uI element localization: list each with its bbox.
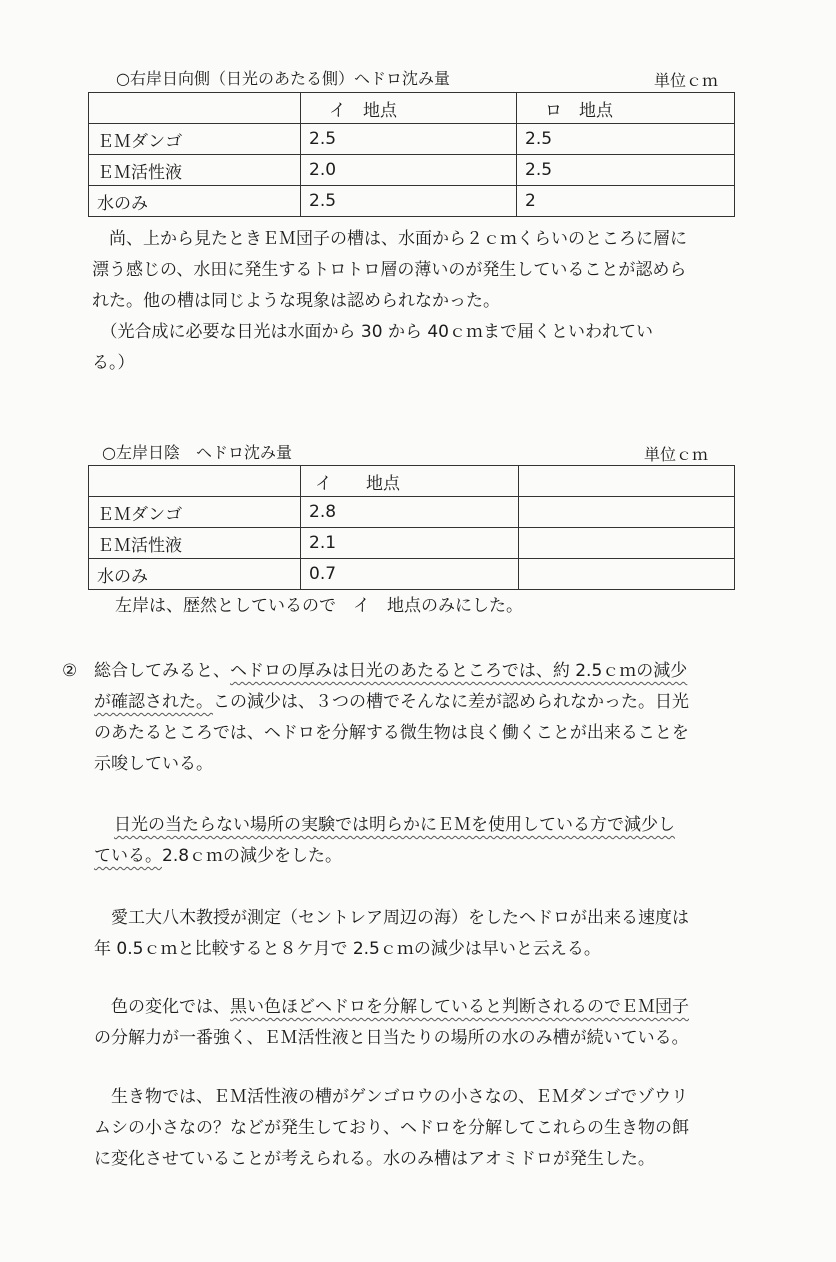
row-label: 水のみ	[89, 186, 301, 217]
row-label: ＥＭ活性液	[89, 155, 301, 186]
section-p5	[94, 1082, 689, 1175]
text-line: （光合成に必要な日光は水面から 30 から 40ｃｍまで届くといわれてい	[92, 322, 653, 342]
text-line: 尚、上から見たときＥＭ団子の槽は、水面から２ｃｍくらいのところに層に	[92, 229, 687, 249]
table-header-cell: イ 地点	[301, 466, 519, 497]
text-line: 愛工大八木教授が測定（セントレア周辺の海）をしたヘドロが出来る速度は	[94, 908, 689, 928]
table1	[88, 92, 735, 217]
table-row	[89, 124, 735, 155]
row-label: ＥＭダンゴ	[89, 497, 301, 528]
note2: 左岸は、歴然としているので イ 地点のみにした。	[98, 596, 523, 616]
section-p4	[94, 992, 689, 1054]
table-cell	[519, 497, 735, 528]
table-header-row	[89, 466, 735, 497]
text-line: れた。他の槽は同じような現象は認められなかった。	[92, 291, 500, 311]
table2-unit: 単位ｃｍ	[644, 445, 709, 464]
text-line: る。）	[92, 353, 135, 373]
text-line: に変化させていることが考えられる。水のみ槽はアオミドロが発生した。	[94, 1149, 655, 1169]
row-label: ＥＭダンゴ	[89, 124, 301, 155]
section-p3	[94, 903, 689, 965]
text-line: 漂う感じの、水田に発生するトロトロ層の薄いのが発生していることが認めら	[92, 260, 687, 280]
text-span: 色の変化では、	[94, 997, 230, 1017]
section-p1	[94, 656, 689, 780]
table-cell: 2.1	[301, 528, 519, 559]
text-line	[94, 992, 689, 1023]
underlined-text: 日光の当たらない場所の実験では明らかにＥＭを使用している方で減少し	[114, 815, 675, 835]
underlined-text: 黒い色ほどヘドロを分解していると判断されるのでＥＭ団子	[230, 997, 689, 1017]
table2-title: ○左岸日陰 ヘドロ沈み量	[102, 443, 292, 462]
table-cell: 2	[517, 186, 735, 217]
table2	[88, 465, 735, 590]
text-line: のあたるところでは、ヘドロを分解する微生物は良く働くことが出来ることを	[94, 723, 689, 743]
table-cell	[519, 559, 735, 590]
table-row	[89, 559, 735, 590]
section-number: ②	[62, 661, 78, 681]
underlined-text: ヘドロの厚みは日光のあたるところでは、約 2.5ｃｍの減少	[230, 661, 688, 681]
table-cell: 0.7	[301, 559, 519, 590]
text-line: 生き物では、ＥＭ活性液の槽がゲンゴロウの小さなの、ＥＭダンゴでゾウリ	[94, 1087, 689, 1107]
table-header-cell: ロ 地点	[517, 93, 735, 124]
text-line	[94, 841, 675, 872]
table-row	[89, 155, 735, 186]
table-cell: 2.0	[301, 155, 517, 186]
text-line	[94, 810, 675, 841]
row-label: 水のみ	[89, 559, 301, 590]
table-cell: 2.5	[301, 124, 517, 155]
underlined-text: が確認された。	[94, 692, 213, 712]
underlined-text: ている。	[94, 846, 162, 866]
text-span: この減少は、３つの槽でそんなに差が認められなかった。日光	[213, 692, 689, 712]
table-header-cell	[89, 466, 301, 497]
text-line: 示唆している。	[94, 754, 213, 774]
note1	[92, 224, 687, 379]
table-cell	[519, 528, 735, 559]
table-header-cell	[89, 93, 301, 124]
text-line: の分解力が一番強く、ＥＭ活性液と日当たりの場所の水のみ槽が続いている。	[94, 1028, 689, 1048]
table1-unit: 単位ｃｍ	[654, 71, 719, 90]
section-p2	[94, 810, 675, 872]
table-cell: 2.5	[517, 155, 735, 186]
table-row	[89, 497, 735, 528]
table-row	[89, 186, 735, 217]
table-cell: 2.5	[301, 186, 517, 217]
table1-title: ○右岸日向側（日光のあたる側）ヘドロ沈み量	[116, 69, 450, 88]
text-span: 総合してみると、	[94, 661, 230, 681]
text-line	[94, 687, 689, 718]
table-cell: 2.8	[301, 497, 519, 528]
text-line	[94, 656, 689, 687]
text-span: 2.8ｃｍの減少をした。	[162, 846, 343, 866]
row-label: ＥＭ活性液	[89, 528, 301, 559]
text-line: ムシの小さなの？などが発生しており、ヘドロを分解してこれらの生き物の餌	[94, 1118, 689, 1138]
table-header-cell: イ 地点	[301, 93, 517, 124]
table-row	[89, 528, 735, 559]
table-cell: 2.5	[517, 124, 735, 155]
table-header-row	[89, 93, 735, 124]
text-line: 年 0.5ｃｍと比較すると８ケ月で 2.5ｃｍの減少は早いと云える。	[94, 939, 601, 959]
table-header-cell	[519, 466, 735, 497]
